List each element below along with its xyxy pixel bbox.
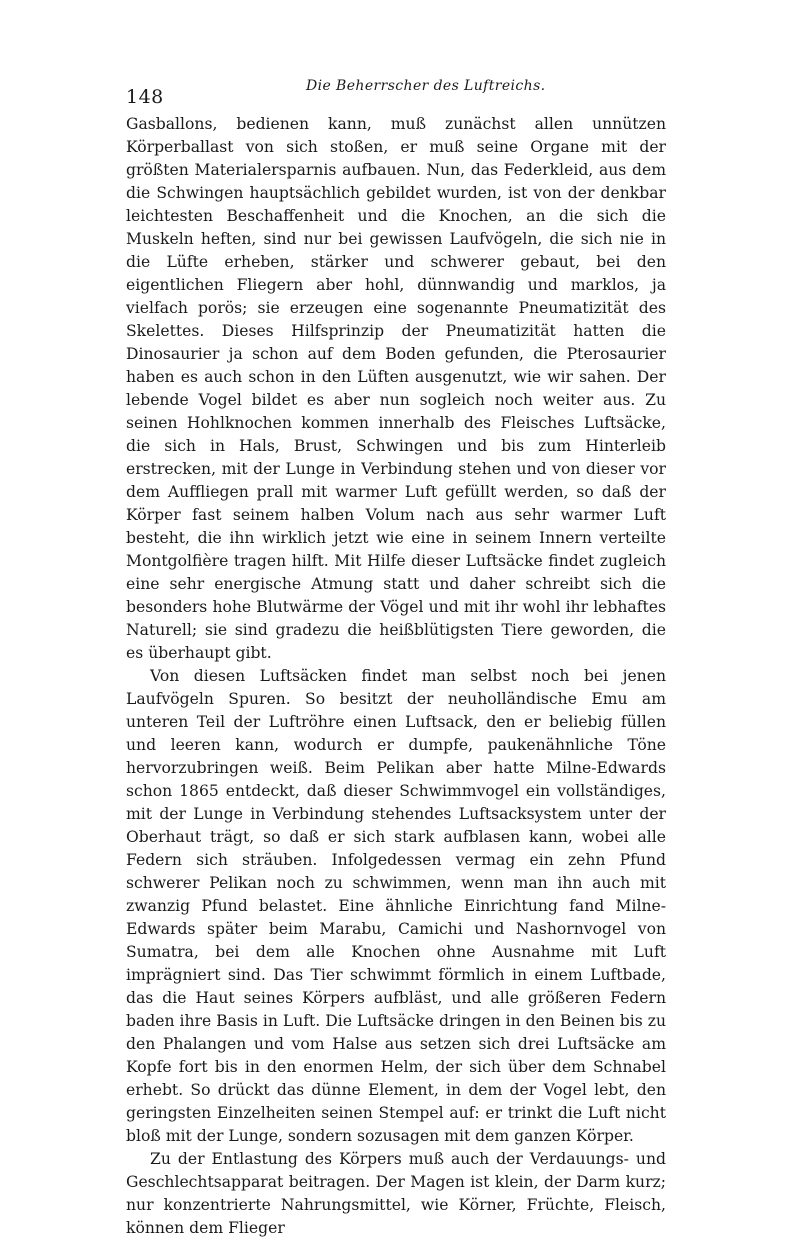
paragraph-3: Zu der Entlastung des Körpers muß auch der Verdauungs- und Geschlechtsapparat beitragen. Der Magen ist klein, der Darm kurz; nur konzentrierte Nahrungsmittel, wie Körner, Früchte, Fleisch, können dem Flieger [126,1150,666,1237]
page-number: 148 [126,86,164,108]
page-header [126,78,674,108]
body-text [126,113,666,1240]
paragraph-1: Gasballons, bedienen kann, muß zunächst allen unnützen Körperballast von sich stoßen, er muß seine Organe mit der größten Materialersparnis aufbauen. Nun, das Federkleid, aus dem die Schwingen hauptsächlich gebildet wurden, ist von der denkbar leichtesten Beschaffenheit und die Knochen, an die sich die Muskeln heften, sind nur bei gewissen Laufvögeln, die sich nie in die Lüfte erheben, stärker und schwerer gebaut, bei den eigentlichen Fliegern aber hohl, dünnwandig und marklos, ja vielfach porös; sie erzeugen eine sogenannte Pneumatizität des Skelettes. Dieses Hilfsprinzip der Pneumatizität hatten die Dinosaurier ja schon auf dem Boden gefunden, die Pterosaurier haben es auch schon in den Lüften ausgenutzt, wie wir sahen. Der lebende Vogel bildet es aber nun sogleich noch weiter aus. Zu seinen Hohlknochen kommen innerhalb des Fleisches Luftsäcke, die sich in Hals, Brust, Schwingen und bis zum Hinterleib erstrecken, mit der Lunge in Verbindung stehen und von dieser vor dem Auffliegen prall mit warmer Luft gefüllt werden, so daß der Körper fast seinem halben Volum nach aus sehr warmer Luft besteht, die ihn wirklich jetzt wie eine in seinem Innern verteilte Montgolfière tragen hilft. Mit Hilfe dieser Luftsäcke findet zugleich eine sehr energische Atmung statt und daher schreibt sich die besonders hohe Blutwärme der Vögel und mit ihr wohl ihr lebhaftes Naturell; sie sind gradezu die heißblütigsten Tiere geworden, die es überhaupt gibt. [126,115,666,662]
paragraph-2: Von diesen Luftsäcken findet man selbst noch bei jenen Laufvögeln Spuren. So besitzt der neuholländische Emu am unteren Teil der Luftröhre einen Luftsack, den er beliebig füllen und leeren kann, wodurch er dumpfe, paukenähnliche Töne hervorzubringen weiß. Beim Pelikan aber hatte Milne-Edwards schon 1865 entdeckt, daß dieser Schwimmvogel ein vollständiges, mit der Lunge in Verbindung stehendes Luftsacksystem unter der Oberhaut trägt, so daß er sich stark aufblasen kann, wobei alle Federn sich sträuben. Infolgedessen vermag ein zehn Pfund schwerer Pelikan noch zu schwimmen, wenn man ihn auch mit zwanzig Pfund belastet. Eine ähnliche Einrichtung fand Milne-Edwards später beim Marabu, Camichi und Nashornvogel von Sumatra, bei dem alle Knochen ohne Ausnahme mit Luft imprägniert sind. Das Tier schwimmt förmlich in einem Luftbade, das die Haut seines Körpers aufbläst, und alle größeren Federn baden ihre Basis in Luft. Die Luftsäcke dringen in den Beinen bis zu den Phalangen und vom Halse aus setzen sich drei Luftsäcke am Kopfe fort bis in den enormen Helm, der sich über dem Schnabel erhebt. So drückt das dünne Element, in dem der Vogel lebt, den geringsten Einzelheiten seinen Stempel auf: er trinkt die Luft nicht bloß mit der Lunge, sondern sozusagen mit dem ganzen Körper. [126,667,666,1145]
running-title: Die Beherrscher des Luftreichs. [306,78,546,94]
